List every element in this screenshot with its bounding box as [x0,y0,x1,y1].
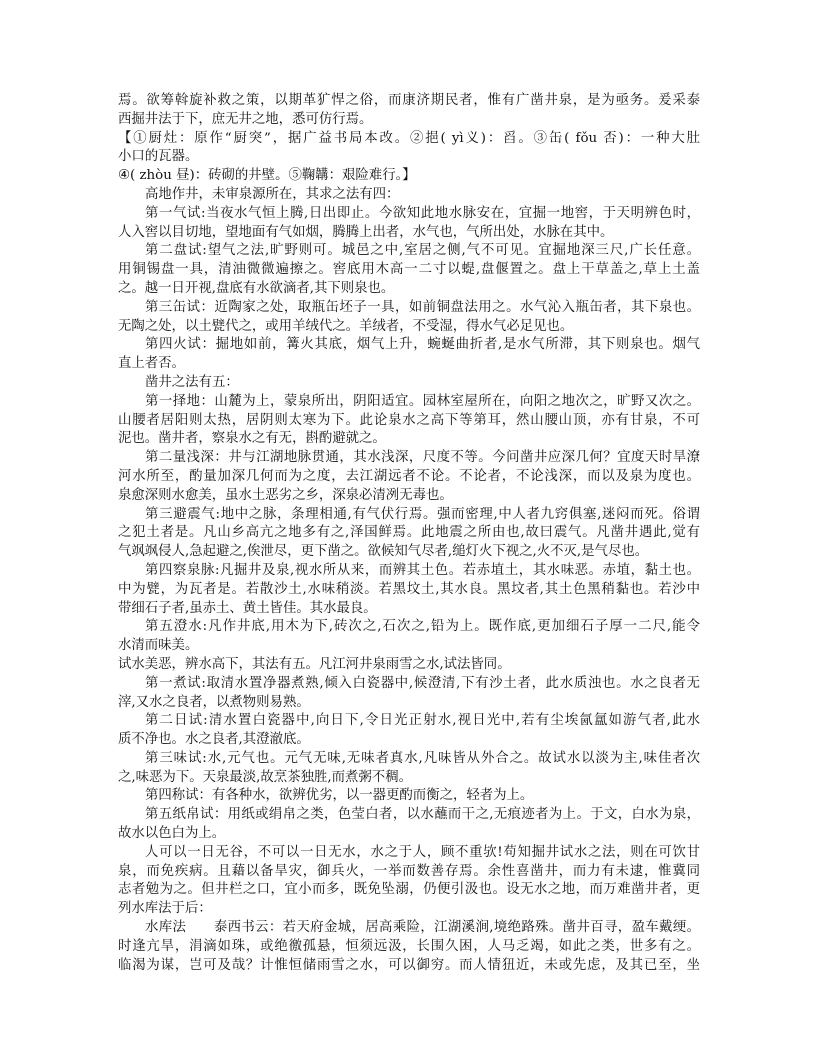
document-page [118,92,700,975]
text-line: 泉愈深则水愈美，虽水土恶劣之乡，深泉必清冽无毒也。 [118,487,453,503]
footnote-line: 【①厨灶：原作“厨突”，据广益书局本改。②挹( yì义)：舀。③缶( fǒu 否)：一种大肚 [118,130,700,146]
text-line: 水清而味美。 [118,638,199,654]
text-line: 第四察泉脉:凡掘井及泉,视水所从来，而辨其土色。若赤埴土，其水味恶。赤埴，黏土也。 [145,562,700,578]
text-line: 第五纸帛试：用纸或绢帛之类，色莹白者，以水蘸而干之,无痕迹者为上。于文，白水为泉， [145,807,700,823]
footnote-line: 小口的瓦器。 [118,149,199,165]
text-line: 山腰者居阳则太热，居阴则太寒为下。此论泉水之高下等第耳，然山腰山顶，亦有甘泉，不可 [118,412,700,428]
text-line: 之,味恶为下。天泉最淡,故烹茶独胜,而煮粥不稠。 [118,769,412,785]
text-line: 故水以色白为上。 [118,826,226,842]
text-line: 水库法 泰西书云：若天府金城，居高乘险，江湖溪涧,境绝路殊。凿井百寻，盈车戴绠。 [145,920,700,936]
text-line: 泉，而免疾病。且藉以备旱灾，御兵火，一举而数善存焉。余性喜凿井，而力有未逮，惟冀同 [118,863,700,879]
text-line: 第四火试：掘地如前，篝火其底，烟气上升，蜿蜒曲折者,是水气所滞，其下则泉也。烟气 [145,337,700,353]
text-line: 无陶之处，以土甓代之，或用羊绒代之。羊绒者，不受湿，得水气必足见也。 [118,318,574,334]
text-line: 第三避震气:地中之脉，条理相通,有气伏行焉。强而密理,中人者九窍俱塞,迷闷而死。俗谓 [145,506,700,522]
text-line: 第三味试:水,元气也。元气无味,无味者真水,凡味皆从外合之。故试水以淡为主,味佳者次 [145,750,700,766]
text-line: 临渴为谋，岂可及哉？计惟恒储雨雪之水，可以御穷。而人情狃近，未或先虑，及其已至，坐 [118,957,700,973]
text-line: 焉。欲筹斡旋补救之策，以期革犷悍之俗，而康济期民者，惟有广凿井泉，是为亟务。爰采泰 [118,93,700,108]
text-line: 第三缶试：近陶家之处，取瓶缶坯子一具，如前铜盘法用之。水气沁入瓶缶者，其下泉也。 [145,299,700,315]
text-line: 第四称试：有各种水，欲辨优劣，以一器更酌而衡之，轻者为上。 [145,788,534,804]
text-line: 泥也。凿井者，察泉水之有无，斟酌避就之。 [118,431,386,447]
text-line: 气飒飒侵人,急起避之,俟泄尽，更下凿之。欲候知气尽者,缒灯火下视之,火不灭,是气尽也。 [118,544,649,560]
text-line: 带细石子者,虽赤土、黄土皆佳。其水最良。 [118,600,377,616]
text-line: 第二盘试:望气之法,旷野则可。城邑之中,室居之侧,气不可见。宜掘地深三尺,广长任意。 [145,243,700,259]
footnote-line: ④( zhòu 昼)：砖砌的井壁。⑤鞠韝：艰险难行。】 [118,168,416,184]
text-line: 用铜锡盘一具，清油微微遍擦之。窖底用木高一二寸以蝭,盘偃置之。盘上干草盖之,草上土盖 [118,262,700,278]
text-line: 第五澄水:凡作井底,用木为下,砖次之,石次之,铅为上。既作底,更加细石子厚一二尺,能令 [145,619,700,635]
text-line: 质不净也。水之良者,其澄澈底。 [118,732,310,748]
text-line: 列水库法于后： [118,901,212,917]
text-line: 第二日试:清水置白瓷器中,向日下,令日光正射水,视日光中,若有尘埃氤氲如游气者,此水 [145,713,700,729]
text-line: 人入窖以目切地，望地面有气如烟，腾腾上出者，水气也，气所出处，水脉在其中。 [118,224,614,240]
section-heading: 试水美恶，辨水高下，其法有五。凡江河井泉雨雪之水,试法皆同。 [118,656,511,672]
section-heading: 高地作井，未审泉源所在，其求之法有四： [145,186,400,202]
text-line: 中为甓，为瓦者是。若散沙土,水味稍淡。若黑坟土,其水良。黑坟者,其土色黑稍黏也。若沙中 [118,581,700,597]
text-line: 第一气试:当夜水气恒上腾,日出即止。今欲知此地水脉安在，宜掘一地窖，于天明辨色时， [145,205,700,221]
text-line: 滓,又水之良者，以煮物则易熟。 [118,694,310,710]
text-line: 第一煮试:取清水置净器煮熟,倾入白瓷器中,候澄清,下有沙土者，此水质浊也。水之良者无 [145,675,700,691]
text-line: 河水所至，酌量加深几何而为之度，去江湖远者不论。不论者，不论浅深，而以及泉为度也。 [118,468,700,484]
text-line: 时逢亢旱，涓滴如珠，或绝徼孤悬，恒须远汲，长围久困，人马乏竭，如此之类，世多有之。 [118,938,700,954]
text-line: 之。越一日开视,盘底有水欲滴者,其下则泉也。 [118,280,395,296]
text-line: 第一择地：山麓为上，蒙泉所出，阴阳适宜。园林室屋所在，向阳之地次之，旷野又次之。 [145,393,700,409]
text-line: 人可以一日无谷，不可以一日无水，水之于人，顾不重欤!苟知掘井试水之法，则在可饮甘 [145,844,700,860]
section-heading: 凿井之法有五： [145,374,239,390]
text-line: 志者勉为之。但井栏之口，宜小而多，既免坠溺，仍便引汲也。设无水之地，而万难凿井者，更 [118,882,700,898]
text-line: 直上者否。 [118,356,185,372]
text-line: 之犯土者是。凡山乡高亢之地多有之,泽国鲜焉。此地震之所由也,故曰震气。凡凿井遇此,觉有 [118,525,700,541]
text-line: 第二量浅深：井与江湖地脉贯通，其水浅深，尺度不等。今问凿井应深几何？宜度天时旱潦 [145,450,700,466]
text-line: 西掘井法于下，庶无井之地，悉可仿行焉。 [118,111,373,127]
